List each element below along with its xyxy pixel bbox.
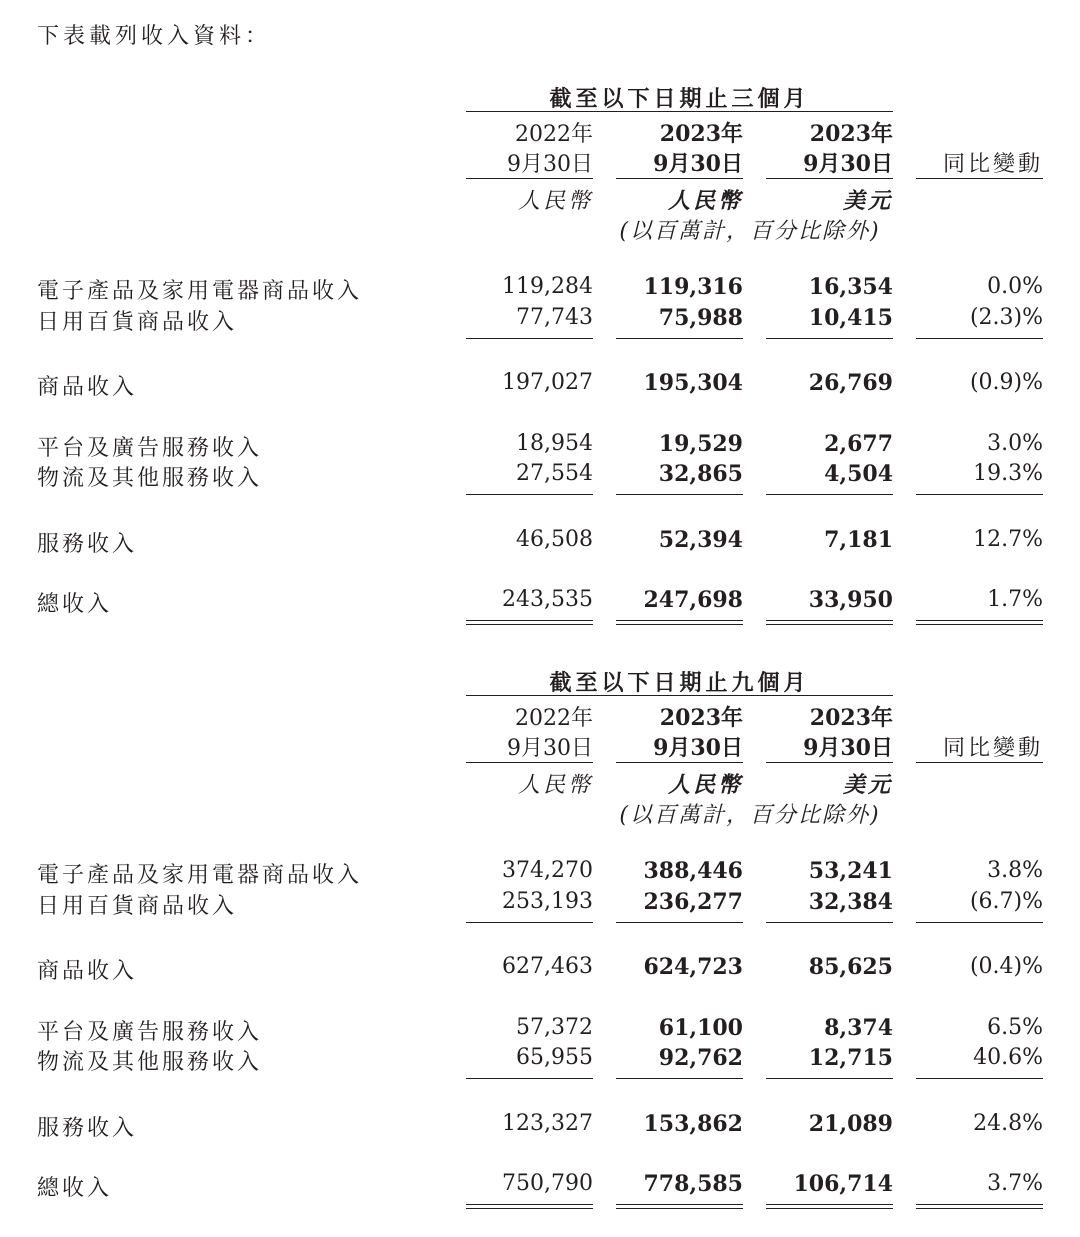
value-yoy-change: (6.7)% bbox=[969, 889, 1043, 914]
value-2023-usd: 2,677 bbox=[824, 431, 893, 457]
row-label: 物流及其他服務收入 bbox=[37, 466, 263, 491]
row-label: 電子產品及家用電器商品收入 bbox=[37, 279, 363, 304]
subtotal-rule bbox=[916, 338, 1043, 339]
col3-header-rule bbox=[766, 178, 893, 179]
value-2023-usd: 7,181 bbox=[824, 527, 893, 553]
row-label: 服務收入 bbox=[37, 1116, 138, 1141]
value-2023-rmb: 195,304 bbox=[643, 370, 743, 396]
col1-currency: 人民幣 bbox=[517, 773, 593, 798]
value-yoy-change: 3.7% bbox=[987, 1171, 1043, 1196]
subtotal-rule bbox=[466, 922, 593, 923]
value-yoy-change: 3.8% bbox=[987, 858, 1043, 883]
subtotal-rule bbox=[466, 1078, 593, 1079]
value-2023-rmb: 19,529 bbox=[658, 431, 743, 457]
col1-header-rule bbox=[466, 762, 593, 763]
title-underline bbox=[466, 695, 893, 696]
subtotal-rule bbox=[466, 338, 593, 339]
value-2023-rmb: 61,100 bbox=[658, 1015, 743, 1041]
value-2023-usd: 12,715 bbox=[808, 1045, 893, 1071]
row-label: 平台及廣告服務收入 bbox=[37, 1020, 263, 1045]
value-2023-usd: 106,714 bbox=[793, 1171, 893, 1197]
value-2023-rmb: 119,316 bbox=[643, 274, 743, 300]
value-yoy-change: 24.8% bbox=[973, 1111, 1043, 1136]
value-2023-usd: 85,625 bbox=[808, 954, 893, 980]
value-2022: 77,743 bbox=[516, 305, 593, 330]
value-2023-rmb: 778,585 bbox=[643, 1171, 743, 1197]
value-2023-usd: 32,384 bbox=[808, 889, 893, 915]
total-double-rule bbox=[616, 1204, 743, 1209]
nine-months-table bbox=[0, 584, 1080, 1201]
units-note: (以百萬計，百分比除外) bbox=[619, 803, 881, 828]
col1-currency: 人民幣 bbox=[517, 189, 593, 214]
col3-currency: 美元 bbox=[842, 188, 893, 214]
col3-currency: 美元 bbox=[842, 772, 893, 798]
period-title: 截至以下日期止三個月 bbox=[549, 86, 810, 112]
value-2023-usd: 33,950 bbox=[808, 587, 893, 613]
value-yoy-change: 40.6% bbox=[973, 1045, 1043, 1070]
value-2023-rmb: 32,865 bbox=[658, 461, 743, 487]
value-2022: 253,193 bbox=[502, 889, 593, 914]
value-2023-rmb: 236,277 bbox=[643, 889, 743, 915]
col1-year: 2022年 bbox=[515, 122, 593, 147]
value-2022: 123,327 bbox=[502, 1111, 593, 1136]
value-yoy-change: 12.7% bbox=[973, 527, 1043, 552]
col3-date: 9月30日 bbox=[803, 151, 893, 177]
total-double-rule bbox=[466, 1204, 593, 1209]
value-2023-usd: 8,374 bbox=[824, 1015, 893, 1041]
row-label: 日用百貨商品收入 bbox=[37, 894, 238, 919]
total-double-rule bbox=[916, 1204, 1043, 1209]
value-2022: 750,790 bbox=[502, 1171, 593, 1196]
subtotal-rule bbox=[616, 1078, 743, 1079]
three-months-table bbox=[0, 0, 1080, 617]
value-2022: 46,508 bbox=[516, 527, 593, 552]
subtotal-rule bbox=[616, 494, 743, 495]
col3-year: 2023年 bbox=[809, 705, 893, 731]
col2-currency: 人民幣 bbox=[667, 772, 743, 798]
col1-header-rule bbox=[466, 178, 593, 179]
row-label: 日用百貨商品收入 bbox=[37, 310, 238, 335]
value-2023-usd: 4,504 bbox=[824, 461, 893, 487]
col2-year: 2023年 bbox=[659, 121, 743, 147]
value-yoy-change: 0.0% bbox=[987, 274, 1043, 299]
col4-header-rule bbox=[916, 762, 1043, 763]
value-yoy-change: 3.0% bbox=[987, 431, 1043, 456]
col2-year: 2023年 bbox=[659, 705, 743, 731]
subtotal-rule bbox=[766, 494, 893, 495]
value-2023-usd: 53,241 bbox=[808, 858, 893, 884]
value-2023-rmb: 624,723 bbox=[643, 954, 743, 980]
value-2022: 65,955 bbox=[516, 1045, 593, 1070]
yoy-header: 同比變動 bbox=[942, 152, 1043, 177]
subtotal-rule bbox=[766, 922, 893, 923]
col3-header-rule bbox=[766, 762, 893, 763]
subtotal-rule bbox=[916, 1078, 1043, 1079]
subtotal-rule bbox=[616, 922, 743, 923]
value-yoy-change: (2.3)% bbox=[969, 305, 1043, 330]
value-yoy-change: 19.3% bbox=[973, 461, 1043, 486]
row-label: 電子產品及家用電器商品收入 bbox=[37, 863, 363, 888]
title-underline bbox=[466, 111, 893, 112]
value-2023-rmb: 75,988 bbox=[658, 305, 743, 331]
total-double-rule bbox=[766, 1204, 893, 1209]
value-yoy-change: (0.4)% bbox=[969, 954, 1043, 979]
value-2022: 57,372 bbox=[516, 1015, 593, 1040]
value-2023-rmb: 52,394 bbox=[658, 527, 743, 553]
subtotal-rule bbox=[916, 922, 1043, 923]
col2-date: 9月30日 bbox=[653, 735, 743, 761]
value-2023-rmb: 247,698 bbox=[643, 587, 743, 613]
row-label: 服務收入 bbox=[37, 532, 138, 557]
value-yoy-change: 6.5% bbox=[987, 1015, 1043, 1040]
value-2022: 374,270 bbox=[502, 858, 593, 883]
value-2023-rmb: 153,862 bbox=[643, 1111, 743, 1137]
col2-currency: 人民幣 bbox=[667, 188, 743, 214]
row-label: 平台及廣告服務收入 bbox=[37, 436, 263, 461]
value-2023-usd: 26,769 bbox=[808, 370, 893, 396]
value-2023-usd: 21,089 bbox=[808, 1111, 893, 1137]
value-2022: 119,284 bbox=[502, 274, 593, 299]
col2-header-rule bbox=[616, 178, 743, 179]
row-label: 物流及其他服務收入 bbox=[37, 1050, 263, 1075]
subtotal-rule bbox=[766, 338, 893, 339]
intro-text: 下表載列收入資料： bbox=[37, 24, 272, 49]
col1-date: 9月30日 bbox=[507, 736, 593, 761]
period-title: 截至以下日期止九個月 bbox=[549, 670, 810, 696]
row-label: 總收入 bbox=[37, 1176, 113, 1201]
value-2022: 627,463 bbox=[502, 954, 593, 979]
col3-year: 2023年 bbox=[809, 121, 893, 147]
row-label: 商品收入 bbox=[37, 375, 138, 400]
value-yoy-change: (0.9)% bbox=[969, 370, 1043, 395]
col4-header-rule bbox=[916, 178, 1043, 179]
value-yoy-change: 1.7% bbox=[987, 587, 1043, 612]
subtotal-rule bbox=[766, 1078, 893, 1079]
subtotal-rule bbox=[466, 494, 593, 495]
value-2023-rmb: 92,762 bbox=[658, 1045, 743, 1071]
col2-date: 9月30日 bbox=[653, 151, 743, 177]
col1-year: 2022年 bbox=[515, 706, 593, 731]
value-2023-rmb: 388,446 bbox=[643, 858, 743, 884]
col3-date: 9月30日 bbox=[803, 735, 893, 761]
value-2022: 18,954 bbox=[516, 431, 593, 456]
value-2022: 27,554 bbox=[516, 461, 593, 486]
col2-header-rule bbox=[616, 762, 743, 763]
value-2022: 197,027 bbox=[502, 370, 593, 395]
subtotal-rule bbox=[616, 338, 743, 339]
units-note: (以百萬計，百分比除外) bbox=[619, 219, 881, 244]
yoy-header: 同比變動 bbox=[942, 736, 1043, 761]
subtotal-rule bbox=[916, 494, 1043, 495]
col1-date: 9月30日 bbox=[507, 152, 593, 177]
value-2023-usd: 16,354 bbox=[808, 274, 893, 300]
value-2023-usd: 10,415 bbox=[808, 305, 893, 331]
value-2022: 243,535 bbox=[502, 587, 593, 612]
row-label: 商品收入 bbox=[37, 959, 138, 984]
row-label: 總收入 bbox=[37, 592, 113, 617]
